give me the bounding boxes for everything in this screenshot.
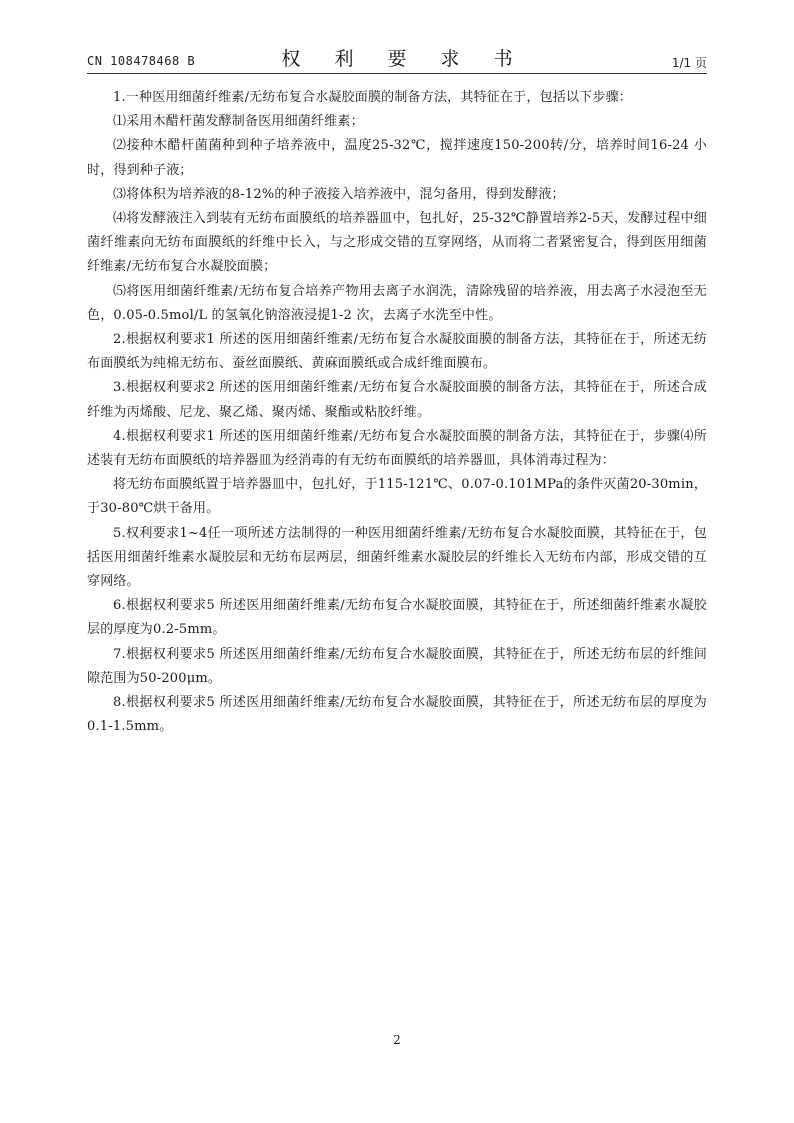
claim-4-detail: 将无纺布面膜纸置于培养器皿中，包扎好，于115-121℃、0.07-0.101MPa的条件灭菌20-30min，于30-80℃烘干备用。 <box>87 477 707 517</box>
page-header <box>87 44 707 72</box>
claim-1-step-3: ⑶将体积为培养液的8-12%的种子液接入培养液中，混匀备用，得到发酵液； <box>113 186 565 202</box>
page-number: 2 <box>393 1033 401 1047</box>
claim-4: 4.根据权利要求1 所述的医用细菌纤维素/无纺布复合水凝胶面膜的制备方法，其特征在于，步骤⑷所述装有无纺布面膜纸的培养器皿为经消毒的有无纺布面膜纸的培养器皿，具体消毒过程为： <box>87 428 707 469</box>
claim-1-step-4: ⑷将发酵液注入到装有无纺布面膜纸的培养器皿中，包扎好，25-32℃静置培养2-5天，发酵过程中细菌纤维素向无纺布面膜纸的纤维中长入，与之形成交错的互穿网络，从而将二者紧密复合，得到医用细菌纤维素/无纺布复合水凝胶面膜； <box>87 211 707 275</box>
claim-1-step-1: ⑴采用木醋杆菌发酵制备医用细菌纤维素； <box>113 114 364 130</box>
claim-3: 3.根据权利要求2 所述的医用细菌纤维素/无纺布复合水凝胶面膜的制备方法，其特征在于，所述合成纤维为丙烯酸、尼龙、聚乙烯、聚丙烯、聚酯或粘胶纤维。 <box>87 380 707 420</box>
claims-body <box>87 86 707 739</box>
header-divider <box>87 73 707 74</box>
claim-1: 1.一种医用细菌纤维素/无纺布复合水凝胶面膜的制备方法，其特征在于，包括以下步骤： <box>113 90 632 105</box>
claim-1-step-2: ⑵接种木醋杆菌菌种到种子培养液中，温度25-32℃，搅拌速度150-200转/分，培养时间16-24 小时，得到种子液； <box>87 138 707 178</box>
claim-1-step-5: ⑸将医用细菌纤维素/无纺布复合培养产物用去离子水润洗，清除残留的培养液，用去离子水浸泡至无色，0.05-0.5mol/L 的氢氧化钠溶液浸提1-2 次，去离子水洗至中性。 <box>87 283 707 323</box>
claim-6: 6.根据权利要求5 所述医用细菌纤维素/无纺布复合水凝胶面膜，其特征在于，所述细菌纤维素水凝胶层的厚度为0.2-5mm。 <box>87 598 707 638</box>
page-indicator: 1/1 页 <box>671 56 707 70</box>
page-title: 权 利 要 求 书 <box>281 48 527 70</box>
claim-7: 7.根据权利要求5 所述医用细菌纤维素/无纺布复合水凝胶面膜，其特征在于，所述无纺布层的纤维间隙范围为50-200μm。 <box>87 646 707 686</box>
patent-number: CN 108478468 B <box>87 54 196 68</box>
claim-2: 2.根据权利要求1 所述的医用细菌纤维素/无纺布复合水凝胶面膜的制备方法，其特征在于，所述无纺布面膜纸为纯棉无纺布、蚕丝面膜纸、黄麻面膜纸或合成纤维面膜布。 <box>87 332 707 372</box>
claim-5: 5.权利要求1~4任一项所述方法制得的一种医用细菌纤维素/无纺布复合水凝胶面膜，其特征在于，包括医用细菌纤维素水凝胶层和无纺布层两层，细菌纤维素水凝胶层的纤维长入无纺布内部，形成交错的互穿网络。 <box>87 525 707 590</box>
claim-8: 8.根据权利要求5 所述医用细菌纤维素/无纺布复合水凝胶面膜，其特征在于，所述无纺布层的厚度为0.1-1.5mm。 <box>87 695 707 735</box>
